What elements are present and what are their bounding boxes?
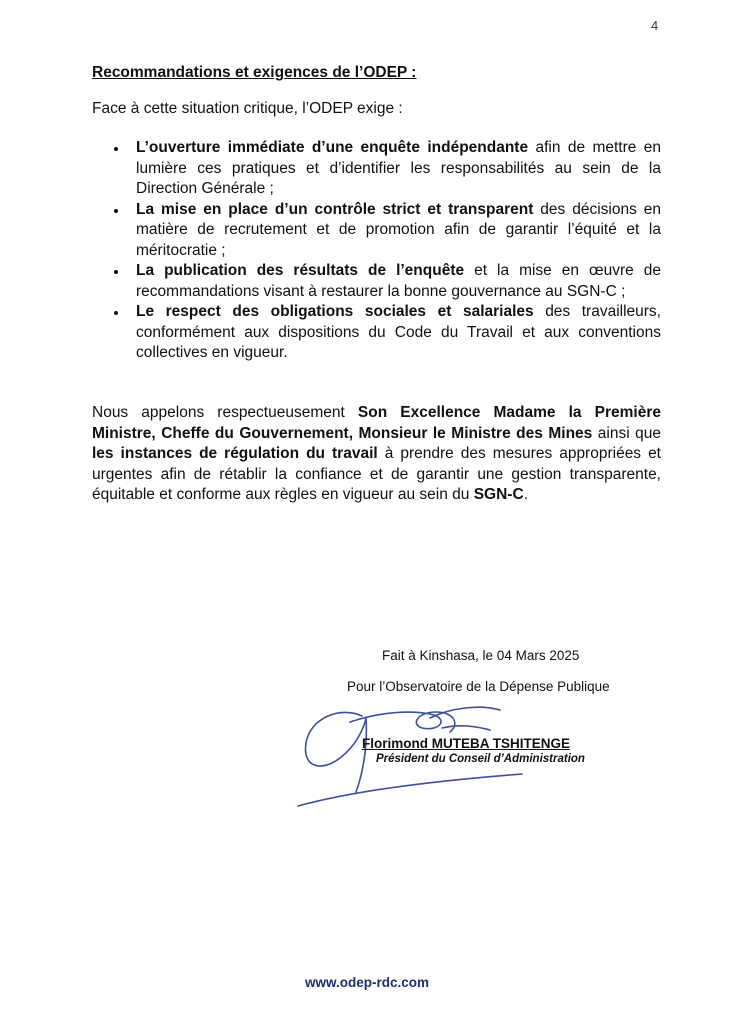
appeal-org: SGN-C (473, 486, 524, 503)
appeal-paragraph (92, 403, 661, 506)
signature-stroke (442, 726, 490, 730)
demand-text: des travailleurs, conformément aux dispositions du Code du Travail et aux conventions collectives en vigueur. (136, 303, 661, 361)
demand-bold: Le respect des obligations sociales et salariales (136, 303, 534, 320)
demand-bold: La publication des résultats de l’enquête (136, 262, 465, 279)
footer-website-link[interactable]: www.odep-rdc.com (305, 975, 430, 990)
list-item (136, 138, 661, 200)
appeal-text: ainsi que (592, 424, 661, 442)
demand-bold: L’ouverture immédiate d’une enquête indépendante (136, 139, 529, 156)
demand-text: et la mise en œuvre de recommandations visant à restaurer la bonne gouvernance au SGN-C ; (136, 262, 661, 300)
appeal-text: à prendre des mesures appropriées et urgentes afin de rétablir la confiance et de garantir une gestion transparente, équitable et conforme aux règles en vigueur au sein du (92, 445, 661, 503)
page-number: 4 (651, 18, 659, 33)
demand-bold: La mise en place d’un contrôle strict et transparent (136, 200, 534, 218)
signature-stroke (305, 712, 366, 792)
demand-text: afin de mettre en lumière ces pratiques et d’identifier les responsabilités au sein de la Direction Générale ; (136, 139, 661, 197)
signature-stroke (298, 774, 522, 806)
appeal-text: . (523, 486, 528, 503)
intro-text: Face à cette situation critique, l’ODEP exige : (92, 100, 403, 117)
signer-name: Florimond MUTEBA TSHITENGE (362, 736, 570, 751)
appeal-regulators: les instances de régulation du travail (92, 445, 378, 462)
signer-title: Président du Conseil d’Administration (376, 753, 585, 765)
signing-organization: Pour l’Observatoire de la Dépense Publique (347, 679, 610, 694)
demands-list (136, 138, 661, 364)
appeal-text: Nous appelons respectueusement (92, 404, 358, 421)
list-item (136, 261, 661, 302)
appeal-addressees: Son Excellence Madame la Première Ministre, Cheffe du Gouvernement, Monsieur le Ministre des Mines (92, 404, 661, 442)
section-heading: Recommandations et exigences de l’ODEP : (92, 64, 417, 81)
list-item (136, 302, 661, 364)
place-date: Fait à Kinshasa, le 04 Mars 2025 (382, 648, 580, 663)
demand-text: des décisions en matière de recrutement et de promotion afin de garantir l’équité et la méritocratie ; (136, 200, 661, 259)
list-item (136, 200, 661, 262)
